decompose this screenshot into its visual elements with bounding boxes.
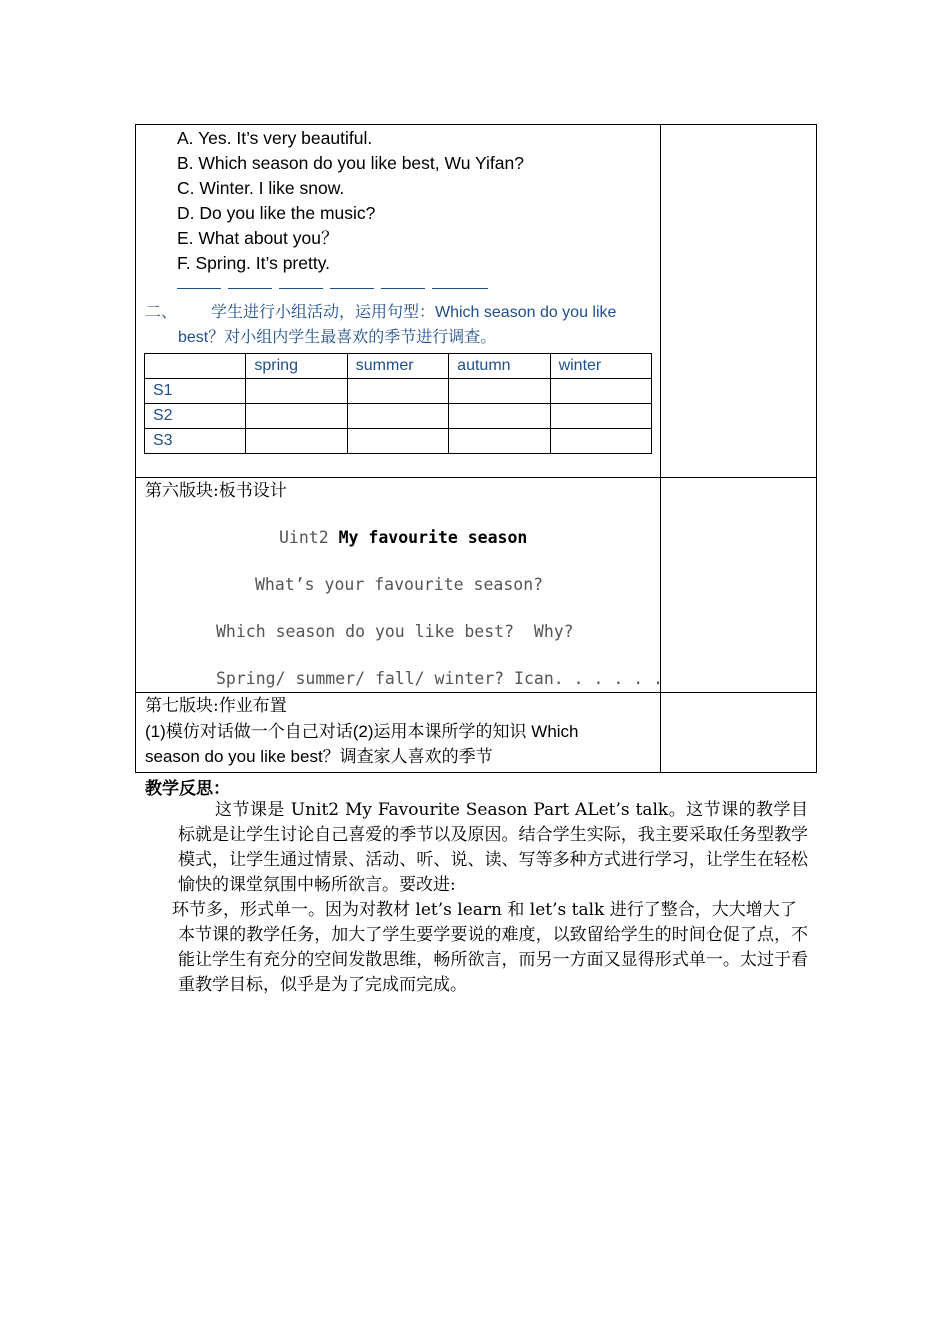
survey-cell [347,379,448,404]
answer-blank [432,278,488,289]
survey-row [145,379,652,404]
dialogue-options [136,126,660,276]
board-heading: 第六版块:板书设计 [145,481,287,501]
homework-cell [136,693,661,773]
exercise-row [136,125,817,478]
board-unit: Uint2 [279,528,329,547]
survey-header-row [145,354,652,379]
student-label: S3 [145,429,246,454]
reflection-body [172,798,808,998]
answer-blank [177,278,221,289]
survey-cell [347,429,448,454]
survey-cell [550,429,651,454]
board-design-row [136,478,817,693]
homework-line-1: (1)模仿对话做一个自己对话(2)运用本课所学的知识 Which [145,722,579,741]
survey-cell [246,404,347,429]
homework-notes-cell [661,693,817,773]
task2-number: 二、 [145,304,178,321]
exercise-notes-cell [661,125,817,478]
homework-content [136,693,660,769]
exercise-cell [136,125,661,478]
survey-table [144,353,652,454]
survey-header-cell: spring [246,354,347,379]
lesson-plan-table [135,124,817,773]
survey-cell [550,404,651,429]
survey-header-cell: autumn [449,354,550,379]
survey-cell [449,379,550,404]
option-e: E. What about you？ [177,228,339,248]
option-a: A. Yes. It’s very beautiful. [177,128,373,148]
board-line-2: Which season do you like best? Why? [216,622,574,641]
survey-header-cell [145,354,246,379]
reflection-paragraph-1: 这节课是 Unit2 My Favourite Season Part ALet’s talk。这节课的教学目标就是让学生讨论自己喜爱的季节以及原因。结合学生实际，我主要采取任务型教学模式，让学生通过情景、活动、听、说、读、写等多种方式进行学习，让学生在轻松愉快的课堂氛围中畅所欲言。要改进: [178,800,808,895]
task2-line1: 学生进行小组活动，运用句型：Which season do you like [211,304,617,321]
survey-cell [550,379,651,404]
reflection-paragraph-2-first-line: 环节多，形式单一。因为对教材 let’s learn 和 let’s talk 进行了整合，大大增大了 [172,900,797,920]
task2-instructions [136,300,660,350]
student-label: S1 [145,379,246,404]
survey-cell [449,429,550,454]
answer-blank [330,278,374,289]
task2-line2: best？对小组内学生最喜欢的季节进行调查。 [178,329,497,346]
board-line-3: Spring/ summer/ fall/ winter? Ican. . . . . . [216,669,664,688]
answer-blank [279,278,323,289]
survey-cell [449,404,550,429]
survey-row [145,429,652,454]
board-design-cell [136,478,664,693]
option-b: B. Which season do you like best, Wu Yifan? [177,153,524,173]
answer-blanks [136,276,660,300]
homework-line-2: season do you like best？调查家人喜欢的季节 [145,747,493,766]
board-notes-cell [661,478,817,693]
homework-heading: 第七版块:作业布置 [145,696,287,716]
answer-blank [381,278,425,289]
survey-header-cell: winter [550,354,651,379]
reflection-title: 教学反思： [145,779,230,799]
survey-cell [246,379,347,404]
board-title-line [279,528,527,547]
board-line-1: What’s your favourite season? [255,575,544,594]
board-title: My favourite season [338,528,528,547]
option-f: F. Spring. It’s pretty. [177,253,331,273]
survey-cell [246,429,347,454]
survey-cell [347,404,448,429]
survey-row [145,404,652,429]
homework-row [136,693,817,773]
option-d: D. Do you like the music? [177,203,376,223]
reflection-paragraph-2-rest: 本节课的教学任务，加大了学生要学要说的难度，以致留给学生的时间仓促了点，不能让学生有充分的空间发散思维，畅所欲言，而另一方面又显得形式单一。太过于看重教学目标，似乎是为了完成而完成。 [178,925,808,995]
answer-blank [228,278,272,289]
student-label: S2 [145,404,246,429]
survey-header-cell: summer [347,354,448,379]
option-c: C. Winter. I like snow. [177,178,345,198]
